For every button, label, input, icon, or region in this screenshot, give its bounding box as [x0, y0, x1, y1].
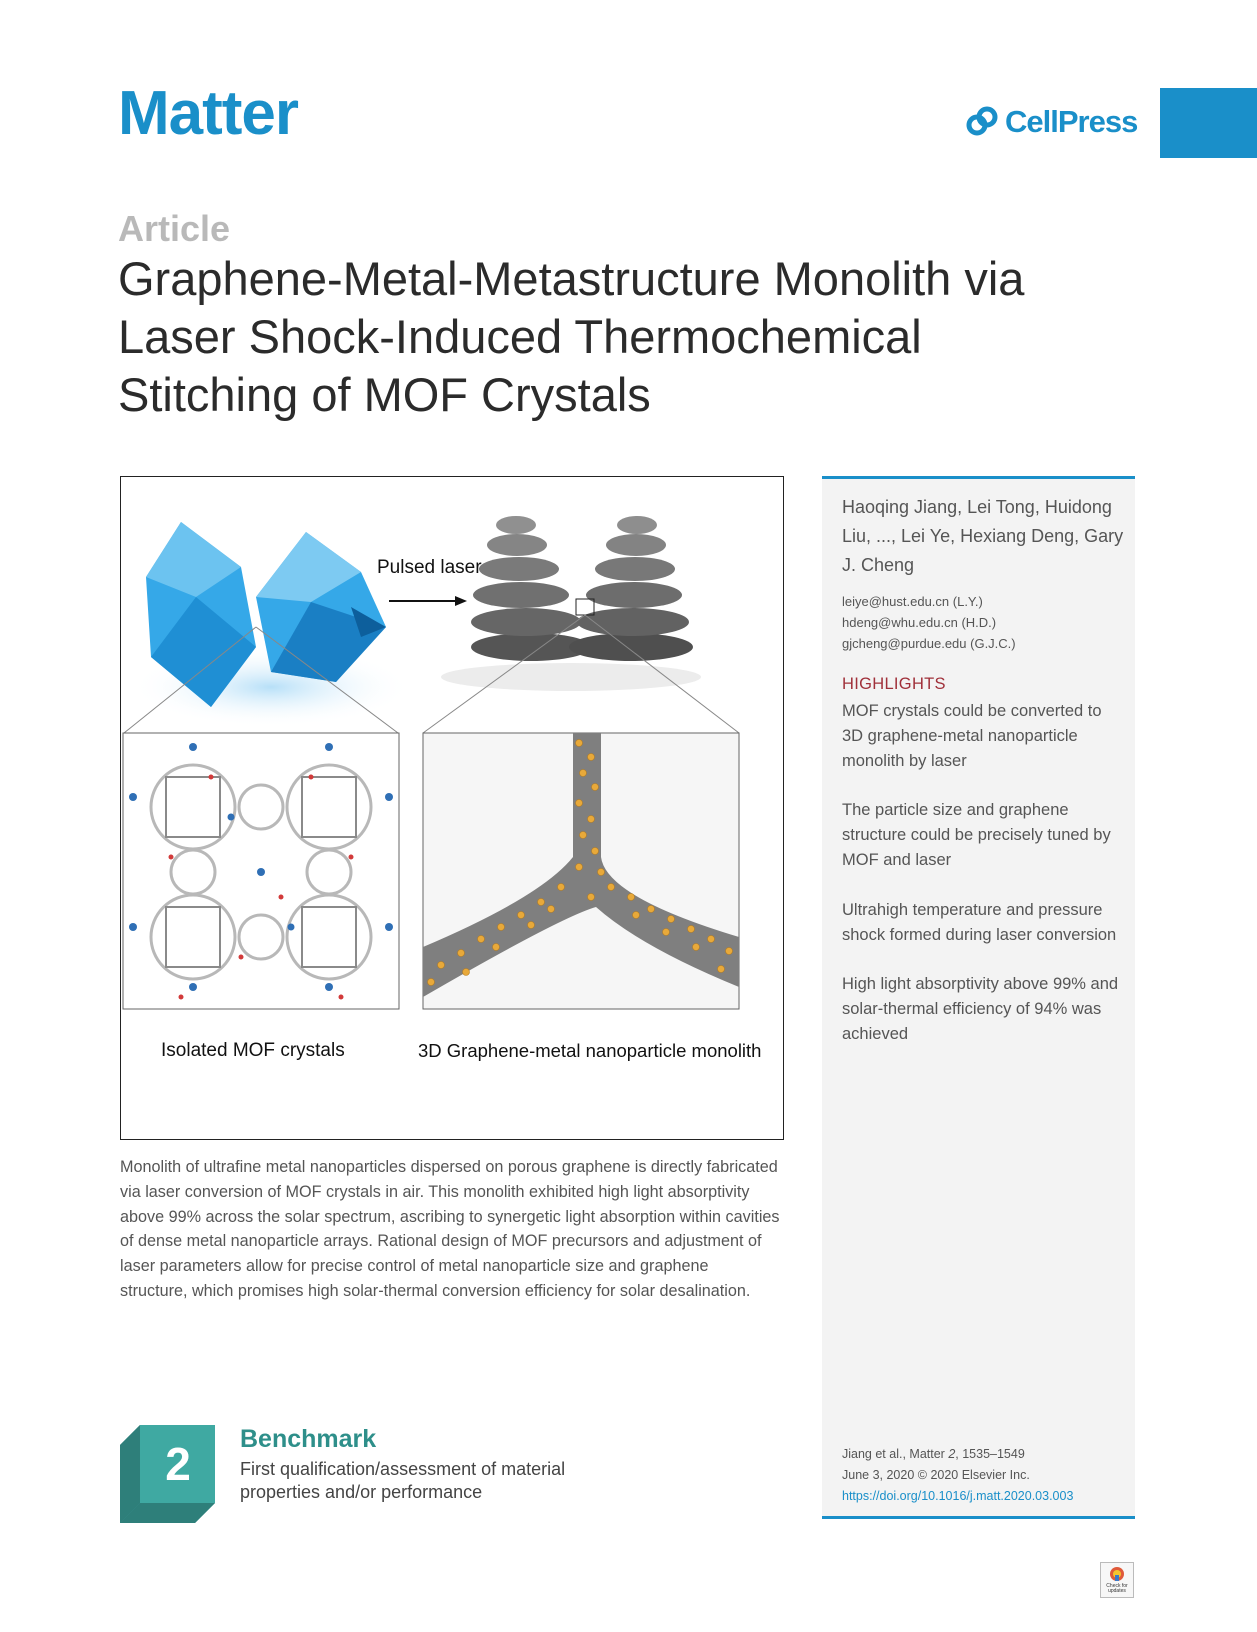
benchmark-description: First qualification/assessment of material properties and/or performance [240, 1459, 566, 1502]
title-line: Graphene-Metal-Metastructure Monolith via [118, 252, 1025, 305]
abstract-text: Monolith of ultrafine metal nanoparticles dispersed on porous graphene is directly fabricated via laser conversion of MOF crystals in air. This monolith exhibited high light absorptivity above 99% across the solar spectrum, ascribing to synergetic light absorption within cavities of dense metal nanoparticle arrays. Rational design of MOF precursors and adjustment of laser parameters allow for precise control of metal nanoparticle size and graphene structure, which promises high solar-thermal conversion efficiency for solar desalination. [120, 1158, 780, 1300]
update-badge-icon [1109, 1566, 1125, 1582]
graphical-abstract [120, 476, 784, 1140]
author-list: Haoqing Jiang, Lei Tong, Huidong Liu, ..., Lei Ye, Hexiang Deng, Gary J. Cheng [842, 497, 1124, 575]
left-panel-caption: Isolated MOF crystals [161, 1040, 345, 1061]
doi-link[interactable]: https://doi.org/10.1016/j.matt.2020.03.003 [842, 1489, 1074, 1503]
publisher-name: CellPress [1005, 104, 1138, 139]
article-sidebar [822, 476, 1135, 1519]
right-panel-caption: 3D Graphene-metal nanoparticle monolith [418, 1040, 762, 1061]
title-line: Laser Shock-Induced Thermochemical [118, 310, 922, 363]
check-for-updates-button[interactable] [1100, 1562, 1134, 1598]
graphene-monolith [441, 516, 701, 691]
benchmark-title: Benchmark [240, 1425, 377, 1453]
article-type: Article [118, 208, 231, 249]
graphene-metal-panel [423, 733, 739, 1009]
highlight-item: MOF crystals could be converted to 3D graphene-metal nanoparticle monolith by laser [842, 702, 1102, 770]
benchmark-cube-icon [120, 1425, 215, 1523]
email-link[interactable]: gjcheng@purdue.edu (G.J.C.) [842, 636, 1016, 651]
cellpress-icon [965, 105, 999, 139]
citation-block [842, 1444, 1073, 1507]
benchmark-level: 2 [165, 1438, 191, 1490]
citation-reference: Jiang et al., Matter 2, 1535–1549 [842, 1447, 1025, 1461]
highlight-item: Ultrahigh temperature and pressure shock formed during laser conversion [842, 900, 1117, 944]
check-for-updates-label: Check for updates [1106, 1583, 1128, 1594]
correspondence-emails [842, 591, 1016, 654]
mof-framework-panel [123, 733, 399, 1009]
title-line: Stitching of MOF Crystals [118, 368, 651, 421]
article-title [118, 250, 1118, 424]
highlight-item: The particle size and graphene structure could be precisely tuned by MOF and laser [842, 801, 1111, 869]
highlight-item: High light absorptivity above 99% and solar-thermal efficiency of 94% was achieved [842, 975, 1119, 1043]
arrow-label: Pulsed laser [377, 557, 482, 578]
journal-logo: Matter [118, 79, 299, 148]
email-link[interactable]: leiye@hust.edu.cn (L.Y.) [842, 594, 983, 609]
highlights-list [842, 699, 1127, 1072]
mof-crystals [131, 522, 411, 727]
email-link[interactable]: hdeng@whu.edu.cn (H.D.) [842, 615, 997, 630]
citation-date: June 3, 2020 © 2020 Elsevier Inc. [842, 1468, 1030, 1482]
highlights-heading: HIGHLIGHTS [842, 675, 946, 693]
arrow-head [455, 596, 467, 606]
publisher-logo [965, 104, 1137, 140]
corner-tab [1160, 88, 1257, 158]
